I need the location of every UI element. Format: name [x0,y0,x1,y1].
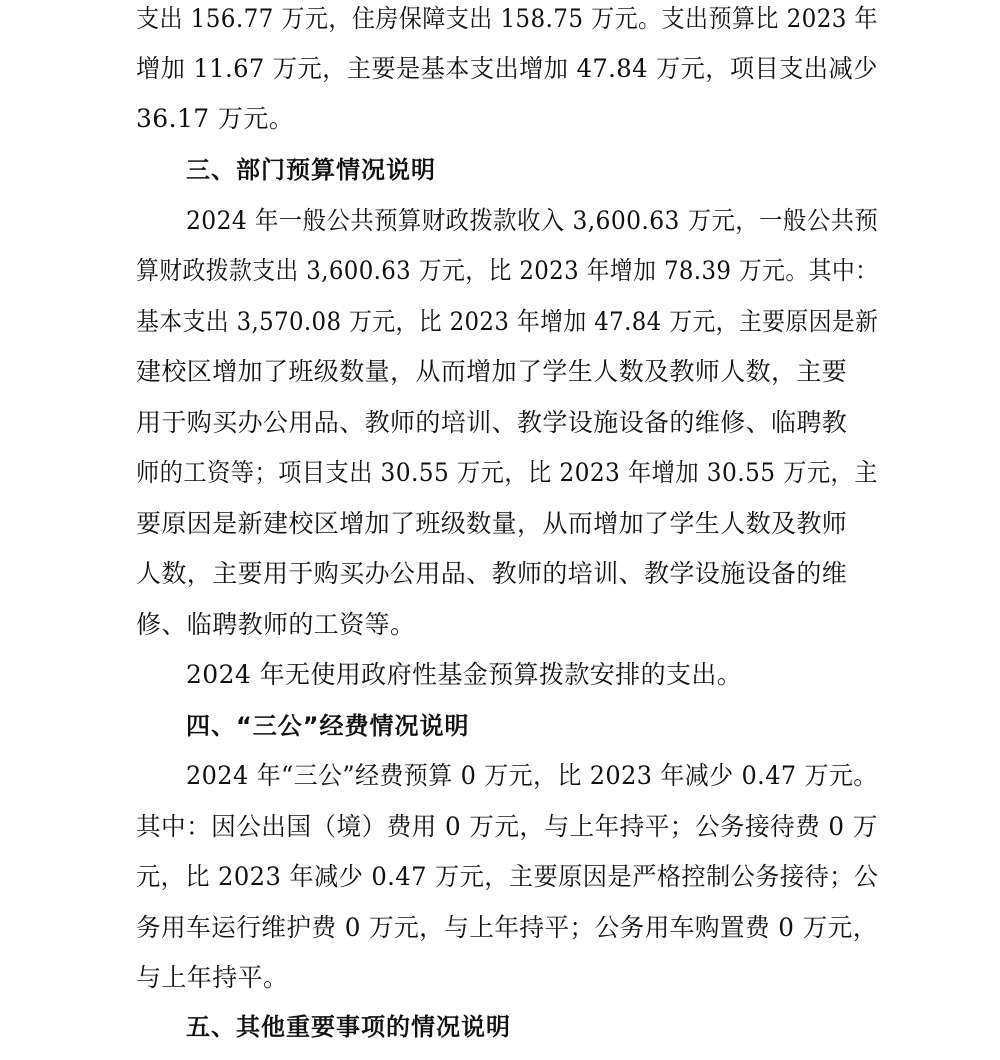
paragraph-line [0,860,1000,910]
line-text: 36.17 万元。 [136,104,295,133]
paragraph-line [0,254,1000,304]
paragraph-line [0,759,1000,809]
line-text: 要原因是新建校区增加了班级数量，从而增加了学生人数及教师 [136,509,848,538]
paragraph-line [0,355,1000,405]
line-text: 2024 年无使用政府性基金预算拨款安排的支出。 [186,660,743,689]
line-text: 算财政拨款支出 3,600.63 万元，比 2023 年增加 78.39 万元。其中： [136,256,879,285]
paragraph-line [0,102,1000,152]
paragraph-line [0,557,1000,607]
section-heading-text: 三、部门预算情况说明 [186,156,436,184]
section-heading [0,709,1000,759]
line-text: 用于购买办公用品、教师的培训、教学设施设备的维修、临聘教 [136,408,848,437]
line-text: 基本支出 3,570.08 万元，比 2023 年增加 47.84 万元，主要原因是新 [136,307,879,336]
paragraph-line [0,456,1000,506]
paragraph-line [0,507,1000,557]
paragraph-line [0,204,1000,254]
paragraph-line [0,2,1000,52]
line-text: 人数，主要用于购买办公用品、教师的培训、教学设施设备的维 [136,559,848,588]
line-text: 支出 156.77 万元，住房保障支出 158.75 万元。支出预算比 2023 年 [136,4,879,33]
paragraph-line [0,305,1000,355]
line-text: 增加 11.67 万元，主要是基本支出增加 47.84 万元，项目支出减少 [136,54,878,83]
line-text: 元，比 2023 年减少 0.47 万元，主要原因是严格控制公务接待；公 [136,862,879,891]
paragraph-line [0,911,1000,961]
section-heading [0,153,1000,203]
section-heading-text: 五、其他重要事项的情况说明 [186,1013,511,1041]
line-text: 务用车运行维护费 0 万元，与上年持平；公务用车购置费 0 万元， [136,913,878,942]
paragraph-line [0,810,1000,860]
line-text: 与上年持平。 [136,963,289,992]
section-heading-text: 四、“三公”经费情况说明 [186,712,470,740]
paragraph-line [0,52,1000,102]
line-text: 2024 年一般公共预算财政拨款收入 3,600.63 万元，一般公共预 [186,206,879,235]
paragraph-line [0,658,1000,708]
line-text: 修、临聘教师的工资等。 [136,610,416,639]
line-text: 建校区增加了班级数量，从而增加了学生人数及教师人数，主要 [136,357,848,386]
paragraph-line [0,961,1000,1011]
paragraph-line [0,406,1000,456]
line-text: 其中：因公出国（境）费用 0 万元，与上年持平；公务接待费 0 万 [136,812,878,841]
paragraph-line [0,608,1000,658]
line-text: 2024 年“三公”经费预算 0 万元，比 2023 年减少 0.47 万元。 [186,761,878,790]
section-heading [0,1010,1000,1060]
line-text: 师的工资等；项目支出 30.55 万元，比 2023 年增加 30.55 万元，主 [136,458,878,487]
